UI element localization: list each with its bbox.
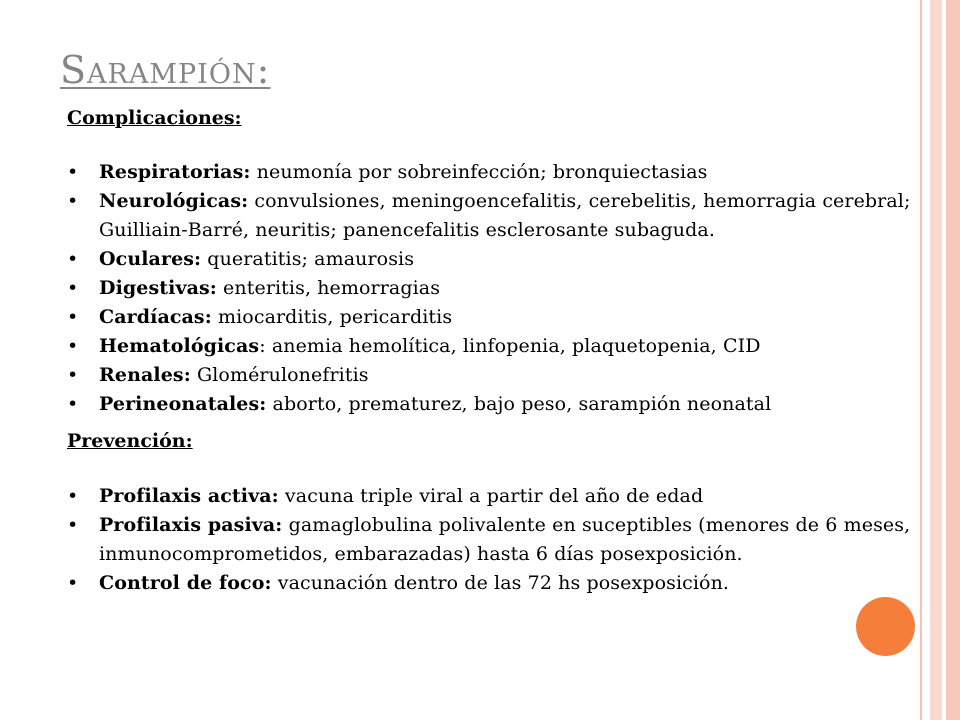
prevention-list bbox=[67, 482, 922, 598]
complications-item-text: : anemia hemolítica, linfopenia, plaquetopenia, CID bbox=[259, 335, 761, 357]
slide-title: Sarampión: bbox=[60, 48, 271, 92]
prevention-item-text: vacuna triple viral a partir del año de edad bbox=[278, 485, 704, 507]
complications-item bbox=[67, 361, 922, 390]
bullet-icon: • bbox=[67, 306, 79, 328]
complications-item-label: Neurológicas: bbox=[99, 190, 249, 212]
complications-item bbox=[67, 245, 922, 274]
complications-item bbox=[67, 390, 922, 419]
prevention-heading: Prevención: bbox=[67, 430, 193, 452]
prevention-item-text: gamaglobulina polivalente en suceptibles (menores de 6 meses, inmunocomprometidos, embarazadas) hasta 6 días posexposición. bbox=[99, 514, 911, 565]
frame-stripe bbox=[930, 0, 942, 720]
prevention-item bbox=[67, 482, 922, 511]
bullet-icon: • bbox=[67, 277, 79, 299]
complications-item-label: Digestivas: bbox=[99, 277, 217, 299]
complications-item-label: Perineonatales: bbox=[99, 393, 267, 415]
complications-item bbox=[67, 274, 922, 303]
bullet-icon: • bbox=[67, 335, 79, 357]
prevention-item-label: Profilaxis pasiva: bbox=[99, 514, 283, 536]
complications-item bbox=[67, 158, 922, 187]
bullet-icon: • bbox=[67, 393, 79, 415]
complications-item-text: enteritis, hemorragias bbox=[216, 277, 441, 299]
complications-item-text: convulsiones, meningoencefalitis, cerebelitis, hemorragia cerebral; Guilliain-Barré, neuritis; panencefalitis esclerosante subaguda. bbox=[99, 190, 911, 241]
bullet-icon: • bbox=[67, 248, 79, 270]
bullet-icon: • bbox=[67, 190, 79, 212]
frame-stripe bbox=[946, 0, 960, 720]
prevention-item-text: vacunación dentro de las 72 hs posexposición. bbox=[271, 572, 730, 594]
complications-item-text: neumonía por sobreinfección; bronquiectasias bbox=[250, 161, 708, 183]
bullet-icon: • bbox=[67, 485, 79, 507]
complications-item bbox=[67, 303, 922, 332]
bullet-icon: • bbox=[67, 161, 79, 183]
complications-item-text: aborto, prematurez, bajo peso, sarampión neonatal bbox=[266, 393, 772, 415]
complications-heading: Complicaciones: bbox=[67, 107, 242, 129]
complications-item-text: queratitis; amaurosis bbox=[201, 248, 415, 270]
prevention-item-label: Control de foco: bbox=[99, 572, 272, 594]
complications-item-label: Oculares: bbox=[99, 248, 202, 270]
complications-list bbox=[67, 158, 922, 419]
complications-item-text: miocarditis, pericarditis bbox=[211, 306, 453, 328]
complications-item-label: Respiratorias: bbox=[99, 161, 251, 183]
prevention-item bbox=[67, 511, 922, 569]
bullet-icon: • bbox=[67, 572, 79, 594]
complications-item-label: Hematológicas bbox=[99, 335, 260, 357]
complications-item-text: Glomérulonefritis bbox=[190, 364, 369, 386]
complications-item bbox=[67, 187, 922, 245]
complications-item-label: Cardíacas: bbox=[99, 306, 212, 328]
bullet-icon: • bbox=[67, 364, 79, 386]
prevention-item-label: Profilaxis activa: bbox=[99, 485, 279, 507]
decorative-circle bbox=[856, 597, 915, 656]
complications-item bbox=[67, 332, 922, 361]
complications-item-label: Renales: bbox=[99, 364, 191, 386]
bullet-icon: • bbox=[67, 514, 79, 536]
prevention-item bbox=[67, 569, 922, 598]
